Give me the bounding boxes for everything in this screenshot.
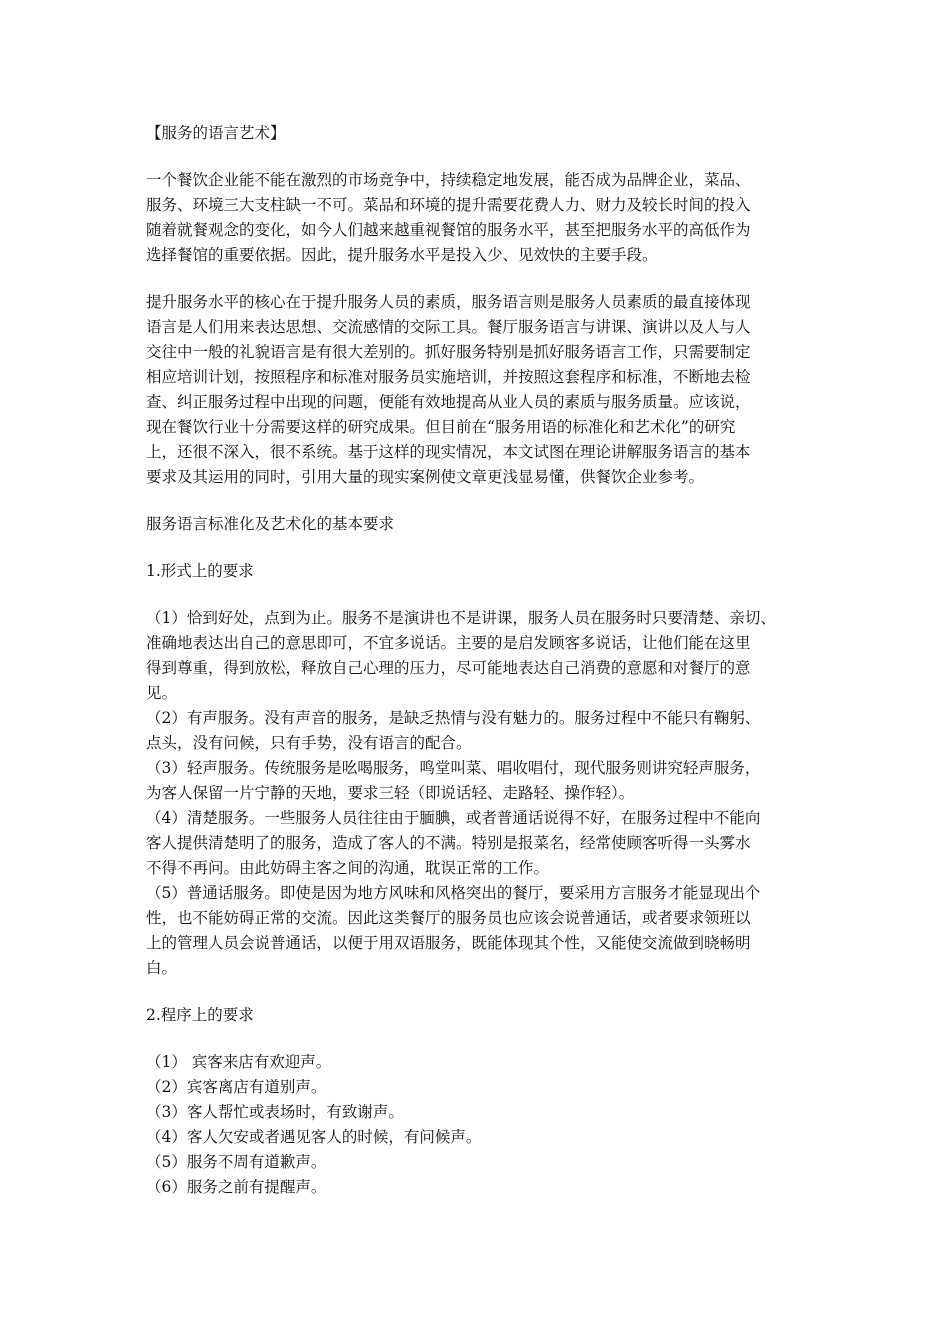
list-item: （3）轻声服务。传统服务是吆喝服务，鸣堂叫菜、唱收唱付，现代服务则讲究轻声服务，: [146, 759, 761, 777]
list-item: 不得不再问。由此妨碍主客之间的沟通，耽误正常的工作。: [146, 859, 550, 877]
list-item: （4）清楚服务。一些服务人员往往由于腼腆，或者普通话说得不好，在服务过程中不能向: [146, 809, 761, 827]
list-item: 上的管理人员会说普通话，以便于用双语服务，既能体现其个性，又能使交流做到晓畅明: [146, 934, 751, 952]
list-item: （6）服务之前有提醒声。: [146, 1178, 327, 1196]
intro-line: 随着就餐观念的变化，如今人们越来越重视餐馆的服务水平，甚至把服务水平的高低作为: [146, 221, 751, 239]
list-item: （2）宾客离店有道别声。: [146, 1078, 327, 1096]
core-line: 语言是人们用来表达思想、交流感情的交际工具。餐厅服务语言与讲课、演讲以及人与人: [146, 318, 751, 336]
list-item: 见。: [146, 684, 178, 702]
list-item: 点头，没有问候，只有手势，没有语言的配合。: [146, 734, 472, 752]
core-paragraph: [146, 290, 826, 490]
core-line: 交往中一般的礼貌语言是有很大差别的。抓好服务特别是抓好服务语言工作，只需要制定: [146, 343, 751, 361]
list-item: （3）客人帮忙或表场时，有致谢声。: [146, 1103, 404, 1121]
list-item: （4）客人欠安或者遇见客人的时候，有问候声。: [146, 1128, 482, 1146]
core-line: 提升服务水平的核心在于提升服务人员的素质，服务语言则是服务人员素质的最直接体现: [146, 293, 751, 311]
core-line: 现在餐饮行业十分需要这样的研究成果。但目前在“服务用语的标准化和艺术化”的研究: [146, 418, 736, 436]
core-line: 查、纠正服务过程中出现的问题，便能有效地提高从业人员的素质与服务质量。应该说，: [146, 393, 751, 411]
section-heading: 服务语言标准化及艺术化的基本要求: [146, 515, 395, 533]
core-line: 上，还很不深入，很不系统。基于这样的现实情况，本文试图在理论讲解服务语言的基本: [146, 443, 751, 461]
intro-paragraph: [146, 168, 826, 268]
list-item: （5）服务不周有道歉声。: [146, 1153, 327, 1171]
core-line: 要求及其运用的同时，引用大量的现实案例使文章更浅显易懂，供餐饮企业参考。: [146, 468, 705, 486]
intro-line: 服务、环境三大支柱缺一不可。菜品和环境的提升需要花费人力、财力及较长时间的投入: [146, 196, 751, 214]
document-title: 【服务的语言艺术】: [146, 124, 286, 142]
procedure-requirements-list: [146, 1050, 826, 1200]
form-requirements-list: [146, 606, 826, 981]
list-item: 客人提供清楚明了的服务，造成了客人的不满。特别是报菜名，经常使顾客听得一头雾水: [146, 834, 751, 852]
core-line: 相应培训计划，按照程序和标准对服务员实施培训，并按照这套程序和标准，不断地去检: [146, 368, 751, 386]
list-item: （1）恰到好处，点到为止。服务不是演讲也不是讲课，服务人员在服务时只要清楚、亲切、: [146, 609, 776, 627]
intro-line: 一个餐饮企业能不能在激烈的市场竞争中，持续稳定地发展，能否成为品牌企业，菜品、: [146, 171, 751, 189]
list-item: （1） 宾客来店有欢迎声。: [146, 1053, 332, 1071]
list-item: （5）普通话服务。即使是因为地方风味和风格突出的餐厅，要采用方言服务才能显现出个: [146, 884, 761, 902]
intro-line: 选择餐馆的重要依据。因此，提升服务水平是投入少、见效快的主要手段。: [146, 246, 658, 264]
procedure-requirements-heading: 2.程序上的要求: [146, 1006, 254, 1024]
list-item: 性，也不能妨碍正常的交流。因此这类餐厅的服务员也应该会说普通话，或者要求领班以: [146, 909, 751, 927]
document-page: [146, 121, 826, 1200]
form-requirements-heading: 1.形式上的要求: [146, 562, 254, 580]
list-item: 为客人保留一片宁静的天地，要求三轻（即说话轻、走路轻、操作轻）。: [146, 784, 635, 802]
list-item: 准确地表达出自己的意思即可，不宜多说话。主要的是启发顾客多说话，让他们能在这里: [146, 634, 751, 652]
list-item: 白。: [146, 959, 178, 977]
list-item: 得到尊重，得到放松，释放自己心理的压力，尽可能地表达自己消费的意愿和对餐厅的意: [146, 659, 751, 677]
list-item: （2）有声服务。没有声音的服务，是缺乏热情与没有魅力的。服务过程中不能只有鞠躬、: [146, 709, 761, 727]
